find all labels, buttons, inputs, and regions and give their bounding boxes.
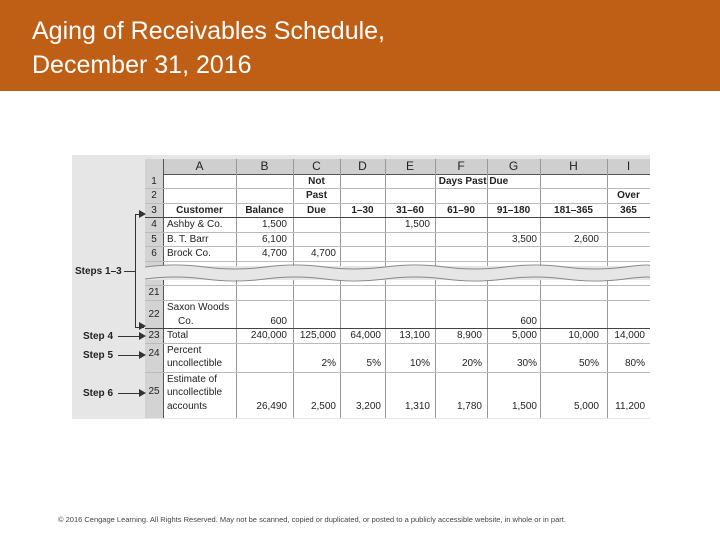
percent-cell: 2%: [321, 358, 336, 369]
step-4-arrow: [118, 336, 140, 337]
total-cell: 10,000: [568, 330, 599, 341]
header-balance: Balance: [245, 205, 284, 216]
estimate-cell: 1,310: [404, 401, 430, 412]
balance-cell: 600: [270, 316, 287, 327]
estimate-cell: 3,200: [355, 401, 381, 412]
column-header-g: G: [508, 159, 519, 173]
estimate-label: Estimate of: [167, 374, 218, 385]
row-number: 24: [148, 348, 160, 359]
grid-line: [145, 188, 650, 189]
slide-title-line-2: December 31, 2016: [32, 51, 252, 79]
grid-line: [145, 300, 650, 301]
total-cell: 14,000: [614, 330, 645, 341]
header-1-30: 1–30: [351, 205, 374, 216]
copyright-footer: © 2016 Cengage Learning. All Rights Reserved. May not be scanned, copied or duplicated, or posted to a publicly accessible website, in whole or in part.: [58, 515, 566, 524]
header-over: Over: [617, 190, 640, 201]
row-number: 22: [148, 309, 160, 320]
step-4-label: Step 4: [83, 331, 114, 342]
balance-cell: 6,100: [261, 234, 287, 245]
column-header-h: H: [569, 159, 578, 173]
grid-line: [540, 159, 541, 418]
percent-label-cont: uncollectible: [167, 358, 223, 369]
estimate-cell: 1,500: [511, 401, 537, 412]
header-days-past-due: Days Past Due: [438, 176, 509, 187]
header-due: Due: [307, 205, 326, 216]
customer-name: Ashby & Co.: [167, 219, 223, 230]
grid-line: [145, 232, 650, 233]
row-number: 2: [151, 190, 157, 201]
title-banner: [0, 0, 720, 91]
slide-title-line-1: Aging of Receivables Schedule,: [32, 17, 386, 45]
grid-line: [385, 159, 386, 418]
steps-1-3-bracket: [135, 214, 144, 328]
percent-cell: 50%: [578, 358, 599, 369]
total-cell: 8,900: [456, 330, 482, 341]
total-cell: 13,100: [399, 330, 430, 341]
header-past: Past: [305, 190, 328, 201]
arrow-head-icon: [139, 332, 146, 340]
header-181-365: 181–365: [554, 205, 593, 216]
row-number: 21: [148, 287, 160, 298]
total-cell: 240,000: [250, 330, 287, 341]
grid-line: [145, 246, 650, 247]
total-cell: 64,000: [350, 330, 381, 341]
grid-line: [145, 372, 650, 373]
estimate-cell: 26,490: [256, 401, 287, 412]
arrow-head-icon: [139, 389, 146, 397]
balance-cell: 1,500: [261, 219, 287, 230]
amount-cell: 1,500: [404, 219, 430, 230]
amount-cell: 2,600: [573, 234, 599, 245]
customer-name-cont: Co.: [178, 316, 194, 327]
column-header-e: E: [405, 159, 414, 173]
grid-line: [145, 203, 650, 204]
step-6-arrow: [118, 393, 140, 394]
estimate-cell: 1,780: [456, 401, 482, 412]
grid-line: [435, 159, 436, 418]
row-number: 3: [151, 205, 157, 216]
estimate-cell: 2,500: [310, 401, 336, 412]
spreadsheet-grid: [145, 159, 650, 418]
amount-cell: 3,500: [511, 234, 537, 245]
grid-line: [236, 159, 237, 418]
balance-cell: 4,700: [261, 248, 287, 259]
column-header-f: F: [457, 159, 465, 173]
grid-line: [145, 217, 650, 218]
estimate-cell: 5,000: [573, 401, 599, 412]
row-number: 1: [151, 176, 157, 187]
percent-cell: 10%: [409, 358, 430, 369]
amount-cell: 4,700: [310, 248, 336, 259]
customer-name: Saxon Woods: [167, 302, 230, 313]
column-header-i: I: [626, 159, 631, 173]
header-91-180: 91–180: [496, 205, 531, 216]
row-number: 23: [148, 330, 160, 341]
column-header-b: B: [260, 159, 269, 173]
row-number: 25: [148, 386, 160, 397]
header-not: Not: [308, 176, 325, 187]
total-label: Total: [167, 330, 189, 341]
estimate-label-cont: accounts: [167, 401, 208, 412]
customer-name: Brock Co.: [167, 248, 211, 259]
step-5-label: Step 5: [83, 350, 114, 361]
percent-cell: 30%: [516, 358, 537, 369]
amount-cell: 600: [520, 316, 537, 327]
step-5-arrow: [118, 355, 140, 356]
column-header-a: A: [195, 159, 204, 173]
row-number: 6: [151, 248, 157, 259]
header-31-60: 31–60: [396, 205, 424, 216]
table-break-tear: [145, 262, 650, 284]
total-cell: 5,000: [511, 330, 537, 341]
column-header-c: C: [312, 159, 321, 173]
grid-line: [487, 159, 488, 418]
arrow-head-icon: [139, 322, 146, 330]
grid-line: [145, 328, 650, 329]
estimate-cell: 11,200: [615, 401, 645, 412]
steps-1-3-label: Steps 1–3: [75, 266, 122, 277]
percent-cell: 80%: [624, 358, 645, 369]
estimate-label-cont: uncollectible: [167, 387, 223, 398]
column-header-d: D: [358, 159, 367, 173]
percent-cell: 5%: [366, 358, 381, 369]
header-customer: Customer: [176, 205, 223, 216]
header-365: 365: [620, 205, 637, 216]
arrow-head-icon: [139, 351, 146, 359]
customer-name: B. T. Barr: [167, 234, 209, 245]
step-6-label: Step 6: [83, 388, 114, 399]
percent-label: Percent: [167, 345, 202, 356]
row-number: 4: [151, 219, 157, 230]
row-number: 5: [151, 234, 157, 245]
steps-1-3-connector: [124, 271, 135, 272]
header-61-90: 61–90: [447, 205, 475, 216]
grid-line: [145, 343, 650, 344]
arrow-head-icon: [139, 210, 146, 218]
total-cell: 125,000: [299, 330, 336, 341]
grid-line: [340, 159, 341, 418]
percent-cell: 20%: [461, 358, 482, 369]
grid-line: [145, 285, 650, 286]
